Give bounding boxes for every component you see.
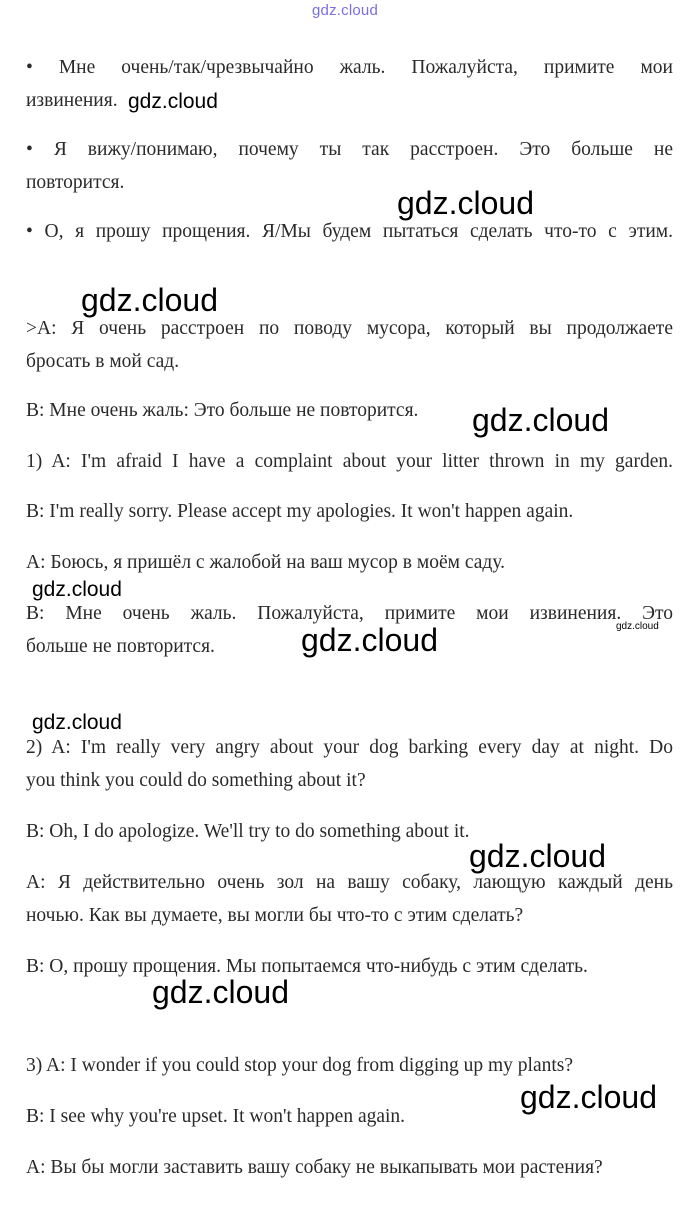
text-line-2: извинения.	[26, 90, 118, 111]
text-line-22: А: Вы бы могли заставить вашу собаку не выкапывать мои растения?	[26, 1157, 603, 1178]
text-line-20: 3) A: I wonder if you could stop your dog from digging up my plants?	[26, 1055, 574, 1076]
text-line-9: 1) A: I'm afraid I have a complaint about your litter thrown in my garden.	[26, 451, 673, 472]
watermark-top: gdz.cloud	[312, 2, 379, 19]
watermark: gdz.cloud	[152, 974, 289, 1010]
text-line-4: повторится.	[26, 172, 125, 193]
watermark: gdz.cloud	[81, 282, 218, 318]
text-line-15: you think you could do something about it?	[26, 770, 366, 791]
text-line-5: • О, я прошу прощения. Я/Мы будем пытаться сделать что-то с этим.	[26, 221, 673, 242]
text-line-12: В: Мне очень жаль. Пожалуйста, примите мои извинения. Это	[26, 603, 673, 624]
text-line-16: B: Oh, I do apologize. We'll try to do something about it.	[26, 821, 470, 842]
text-line-10: B: I'm really sorry. Please accept my apologies. It won't happen again.	[26, 501, 574, 522]
text-line-11: А: Боюсь, я пришёл с жалобой на ваш мусор в моём саду.	[26, 552, 505, 573]
text-line-19: В: О, прошу прощения. Мы попытаемся что-нибудь с этим сделать.	[26, 956, 588, 977]
watermark: gdz.cloud	[128, 90, 218, 113]
text-line-14: 2) A: I'm really very angry about your dog barking every day at night. Do	[26, 737, 673, 758]
text-line-3: • Я вижу/понимаю, почему ты так расстроен. Это больше не	[26, 139, 673, 160]
watermark: gdz.cloud	[469, 838, 606, 874]
text-line-18: ночью. Как вы думаете, вы могли бы что-то с этим сделать?	[26, 905, 524, 926]
text-line-21: B: I see why you're upset. It won't happen again.	[26, 1106, 406, 1127]
text-line-17: А: Я действительно очень зол на вашу собаку, лающую каждый день	[26, 872, 673, 893]
watermark: gdz.cloud	[520, 1079, 657, 1115]
watermark: gdz.cloud	[472, 402, 609, 438]
watermark: gdz.cloud	[397, 185, 534, 221]
watermark: gdz.cloud	[616, 621, 659, 632]
text-line-6: >А: Я очень расстроен по поводу мусора, который вы продолжаете	[26, 318, 673, 339]
text-line-8: В: Мне очень жаль: Это больше не повторится.	[26, 400, 419, 421]
text-line-1: • Мне очень/так/чрезвычайно жаль. Пожалуйста, примите мои	[26, 57, 673, 78]
text-line-7: бросать в мой сад.	[26, 351, 180, 372]
watermark: gdz.cloud	[301, 622, 438, 658]
text-line-13: больше не повторится.	[26, 636, 215, 657]
watermark: gdz.cloud	[32, 711, 122, 734]
watermark: gdz.cloud	[32, 578, 122, 601]
